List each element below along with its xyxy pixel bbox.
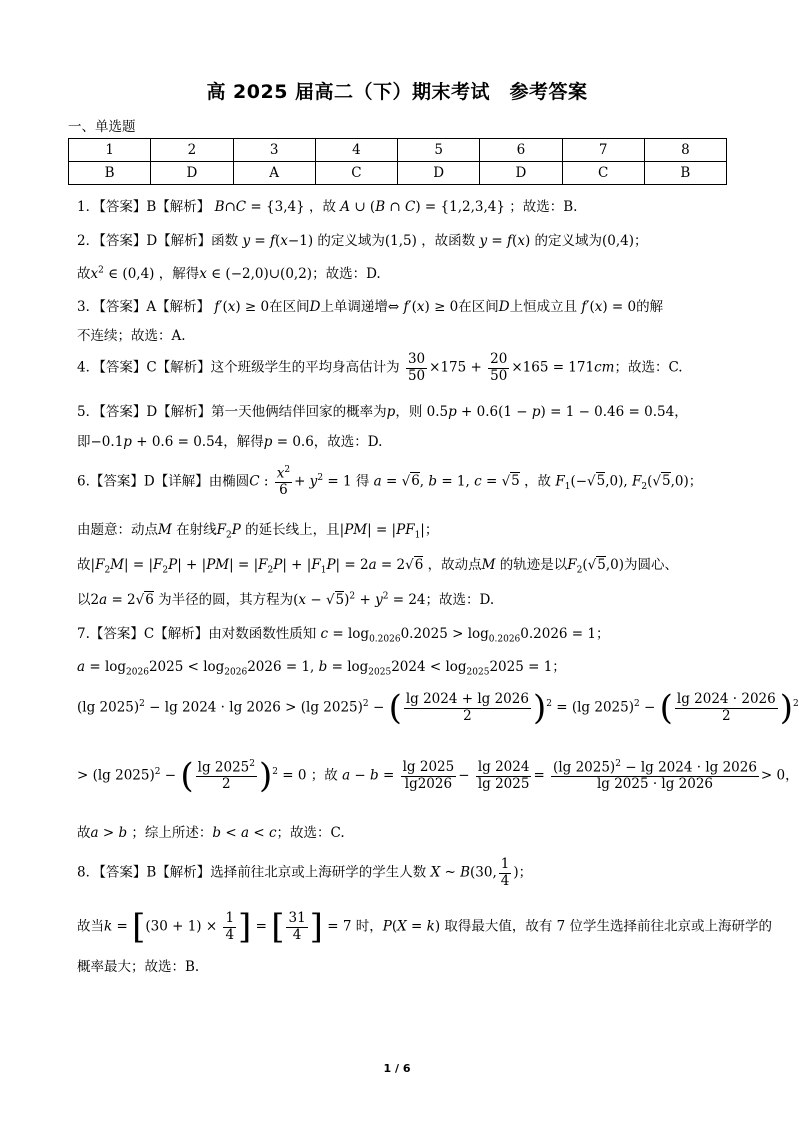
- page-title: 高 2025 届高二（下）期末考试 参考答案: [206, 81, 588, 103]
- table-cell: C: [315, 162, 397, 185]
- solution-3: 3．【答案】A【解析】 f′(x) ≥ 0在区间D上单调递增⇔ f′(x) ≥ 0在区间D上恒成立且 f′(x) = 0的解: [77, 299, 664, 315]
- table-cell: 3: [233, 139, 315, 162]
- solution-7-cont-2: (lg 2025)$^2$ − lg 2024 · lg 2026 > (lg 2025)$^2$ − ( $\frac{\lg 2024 + \lg 2026}{2}$ )$^2$ = (lg 2025)$^2$ − ( $\frac{\lg 2024 \cdot 2026}{2}$ )$^2$: [77, 688, 799, 728]
- solution-2: 2．【答案】D【解析】函数 y = f(x−1) 的定义域为(1,5) ，故函数 y = f(x) 的定义域为(0,4)；: [77, 233, 648, 249]
- table-cell: A: [233, 162, 315, 185]
- solution-5-cont: 即−0.1p + 0.6 = 0.54，解得p = 0.6，故选：D.: [77, 434, 383, 450]
- solution-7: 7.【答案】C【解析】由对数函数性质知 $c = \log_{0.2026}0.2025 > \log_{0.2026}0.2026 = 1$；: [77, 626, 610, 645]
- table-cell: B: [69, 162, 151, 185]
- solution-6-cont-1: 由题意：动点M 在射线$F_2P$ 的延长线上，且$|PM| = |PF_1|$；: [77, 522, 439, 541]
- page-number: 1 / 6: [383, 1062, 411, 1075]
- solution-8: 8．【答案】B【解析】选择前往北京或上海研学的学生人数 X ~ B(30, $\frac{1}{4}$ )；: [77, 856, 533, 889]
- table-cell: 4: [315, 139, 397, 162]
- solution-6-cont-3: 以2a = 2√6 为半径的圆，其方程为$(x - √5)^2 + y^2 = 24$；故选：D.: [77, 591, 495, 608]
- solution-8-cont-1: 故当k = [(30 + 1) × $\frac{1}{4}$ ] = [ $\frac{31}{4}$ ] = 7 时，P(X = k) 取得最大值，故有 7 位学生选择前往北京或上海研学的: [77, 907, 773, 947]
- table-cell: B: [644, 162, 726, 185]
- solution-7-cont-4: 故a > b ；综上所述：b < a < c；故选：C.: [77, 825, 345, 841]
- table-cell: 8: [644, 139, 726, 162]
- solution-8-cont-2: 概率最大；故选：B.: [77, 959, 200, 975]
- solution-3-cont: 不连续；故选：A.: [77, 328, 186, 344]
- table-cell: 5: [398, 139, 480, 162]
- solution-7-cont-3: > (lg 2025)$^2$ − ( $\frac{\lg 2025^2}{2}$ )$^2$ = 0 ；故 a − b = $\frac{\lg 2025}{\lg 2026}$ − $\frac{\lg 2024}{\lg 2025}$ = $\frac{(\lg 2025)^2 - \lg 2024 \cdot \lg 2026}{\lg 2025 \cdot \lg 2026}$ > 0，: [77, 756, 799, 796]
- table-cell: C: [562, 162, 644, 185]
- formula: B: [214, 199, 225, 215]
- section-heading: 一、单选题: [68, 119, 136, 135]
- table-cell: 7: [562, 139, 644, 162]
- solution-4: 4．【答案】C【解析】这个班级学生的平均身高估计为 $\frac{30}{50}$ ×175 + $\frac{20}{50}$ ×165 = 171cm；故选：C.: [77, 351, 683, 384]
- solution-6-cont-2: 故$|F_2M| = |F_2P| + |PM| = |F_2P| + |F_1P| = 2a = 2√6$ ，故动点M 的轨迹是以$F_2(√5,0)$为圆心、: [77, 557, 678, 576]
- solution-2-cont: 故$x^2$ ∈ (0,4) ，解得x ∈ (−2,0)∪(0,2)；故选：D.: [77, 265, 381, 282]
- table-cell: 2: [151, 139, 233, 162]
- solution-6: 6.【答案】D【详解】由椭圆C : $\frac{x^2}{6}$ + $y^2 = 1$ 得 a = √6, b = 1, c = √5 ，故 $F_1(-√5,0)$, $F_2(√5,0)$；: [77, 465, 703, 499]
- table-cell: D: [398, 162, 480, 185]
- solution-7-cont-1: $a = \log_{2026}2025 < \log_{2026}2026 = 1$, $b = \log_{2025}2024 < \log_{2025}2025 = 1$；: [77, 659, 566, 678]
- table-cell: 1: [69, 139, 151, 162]
- solution-5: 5．【答案】D【解析】第一天他俩结伴回家的概率为p，则 0.5p + 0.6(1 − p) = 1 − 0.46 = 0.54，: [77, 404, 688, 420]
- answer-table-answer-row: [69, 162, 727, 185]
- table-cell: D: [480, 162, 562, 185]
- solution-1: 1．【答案】B【解析】 B∩C = {3,4} ，故 A ∪ (B ∩ C) = {1,2,3,4} ；故选：B.: [77, 199, 578, 215]
- answer-table: [68, 138, 727, 185]
- table-cell: D: [151, 162, 233, 185]
- table-cell: 6: [480, 139, 562, 162]
- answer-table-header-row: [69, 139, 727, 162]
